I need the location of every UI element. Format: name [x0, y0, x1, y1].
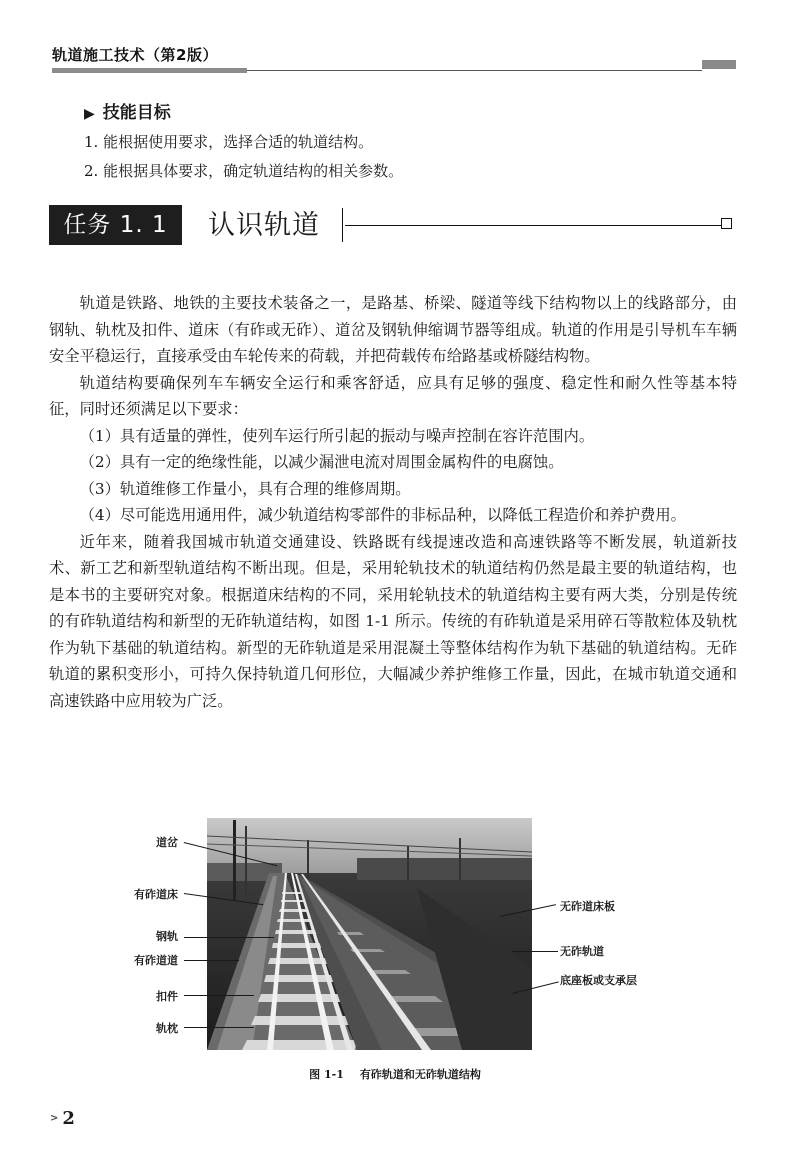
- figure-label-ballasted-track: 有砟道道: [134, 954, 178, 967]
- figure-label-ballastless-track: 无砟轨道: [560, 945, 604, 958]
- paragraph: （2）具有一定的绝缘性能，以减少漏泄电流对周围金属构件的电腐蚀。: [79, 453, 564, 471]
- track-illustration: [207, 818, 532, 1050]
- leader-line: [184, 995, 254, 996]
- paragraph: 轨道结构要确保列车车辆安全运行和乘客舒适，应具有足够的强度、稳定性和耐久性等基本特征，同时还须满足以下要求：: [49, 373, 737, 418]
- task-title-separator: [342, 208, 343, 242]
- figure-label-fastener: 扣件: [156, 990, 178, 1003]
- figure-caption-number: 图 1-1: [309, 1068, 344, 1081]
- header-rule-block: [702, 60, 736, 69]
- figure-label-ballast-bed: 有砟道床: [134, 888, 178, 901]
- figure-label-rail: 钢轨: [156, 930, 178, 943]
- triangle-bullet-icon: ▶: [84, 106, 95, 122]
- track-photo: [207, 818, 532, 1050]
- skills-heading: [84, 98, 171, 123]
- task-title-rule: [345, 225, 721, 226]
- paragraph: （3）轨道维修工作量小，具有合理的维修周期。: [79, 479, 411, 498]
- task-number-box: 任务 1. 1: [49, 205, 182, 245]
- leader-line: [184, 960, 239, 961]
- paragraph: （4）尽可能选用通用件，减少轨道结构零部件的非标品种，以降低工程造价和养护费用。: [79, 506, 686, 524]
- skill-item: 2. 能根据具体要求，确定轨道结构的相关参数。: [84, 162, 404, 180]
- page-number-value: 2: [62, 1108, 75, 1129]
- running-header-title: 轨道施工技术（第2版）: [52, 46, 218, 64]
- paragraph: 近年来，随着我国城市轨道交通建设、铁路既有线提速改造和高速铁路等不断发展，轨道新技术、新工艺和新型轨道结构不断出现。但是，采用轮轨技术的轨道结构仍然是最主要的轨道结构，也是本书的主要研究对象。根据道床结构的不同，采用轮轨技术的轨道结构主要有两大类，分别是传统的有砟轨道结构和新型的无砟轨道结构，如图 1-1 所示。传统的有砟轨道是采用碎石等散粒体及轨枕作为轨下基础的轨道结构。新型的无砟轨道是采用混凝土等整体结构作为轨下基础的轨道结构。无砟轨道的累积变形小，可持久保持轨道几何形位，大幅减少养护维修工作量，因此，在城市轨道交通和高速铁路中应用较为广泛。: [49, 532, 737, 710]
- figure-caption: [0, 1066, 790, 1082]
- skills-heading-text: 技能目标: [102, 103, 171, 123]
- task-rule-end-square: [721, 218, 732, 229]
- paragraph: （1）具有适量的弹性，使列车运行所引起的振动与噪声控制在容许范围内。: [79, 426, 595, 445]
- leader-line: [512, 951, 558, 952]
- leader-line: [184, 1027, 254, 1028]
- leader-line: [184, 937, 274, 938]
- header-rule-grey: [52, 68, 247, 73]
- skill-item: 1. 能根据使用要求，选择合适的轨道结构。: [84, 133, 374, 151]
- header-rule-line: [247, 70, 702, 71]
- page-number: [50, 1108, 75, 1129]
- figure-label-base-plate: 底座板或支承层: [560, 974, 637, 987]
- body-text: [49, 290, 737, 714]
- paragraph: 轨道是铁路、地铁的主要技术装备之一，是路基、桥梁、隧道等线下结构物以上的线路部分，由钢轨、轨枕及扣件、道床（有砟或无砟）、道岔及钢轨伸缩调节器等组成。轨道的作用是引导机车车辆安全平稳运行，直接承受由车轮传来的荷载，并把荷载传布给路基或桥隧结构物。: [49, 294, 737, 365]
- figure-caption-text: 有砟轨道和无砟轨道结构: [359, 1068, 481, 1081]
- figure-label-turnout: 道岔: [156, 836, 178, 849]
- task-title: 认识轨道: [208, 210, 320, 241]
- figure-label-slab: 无砟道床板: [560, 900, 615, 913]
- page-arrow-icon: >: [50, 1113, 59, 1124]
- figure-label-sleeper: 轨枕: [156, 1022, 178, 1035]
